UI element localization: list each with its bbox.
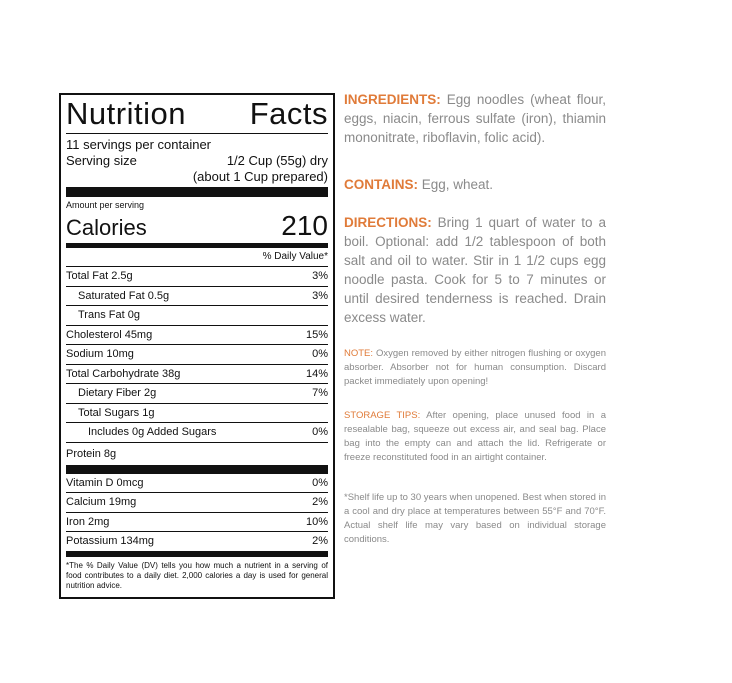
nutrient-label: Total Carbohydrate 38g [66, 367, 181, 380]
daily-value-footnote: *The % Daily Value (DV) tells you how much a nutrient in a serving of food contributes to a daily diet. 2,000 calories a day is used for general nutrition advice. [66, 560, 328, 590]
serving-size-label: Serving size [66, 153, 137, 168]
nutrient-label: Total Sugars 1g [78, 406, 155, 419]
nutrient-dv: 0% [312, 348, 328, 360]
ingredients-text: Egg noodles (wheat flour, eggs, niacin, ferrous sulfate (iron), thiamin mononitrate, riboflavin, folic acid). [344, 92, 606, 145]
nutrient-row-trans-fat [66, 306, 328, 326]
servings-per-container: 11 servings per container [66, 137, 212, 152]
shelf-life-paragraph: *Shelf life up to 30 years when unopened. Best when stored in a cool and dry place at temperatures between 55°F and 70°F. Actual shelf life may vary based on individual storage conditions. [344, 492, 606, 545]
nutrient-row-protein [66, 443, 328, 465]
nutrient-dv: 3% [312, 289, 328, 302]
nutrient-label: Cholesterol 45mg [66, 328, 153, 341]
mineral-row-iron [66, 513, 328, 533]
nutrient-dv: 0% [312, 426, 328, 438]
contains-paragraph [344, 175, 606, 194]
nutrient-dv: 14% [305, 367, 328, 380]
nutrient-label: Total Fat 2.5g [66, 270, 133, 282]
serving-size-dry: 1/2 Cup (55g) dry [226, 153, 328, 168]
mineral-label: Vitamin D 0mcg [66, 476, 144, 489]
nutrient-row-cholesterol [66, 326, 328, 346]
mineral-dv: 2% [312, 496, 328, 508]
thick-divider [66, 187, 328, 197]
thick-divider [66, 465, 328, 474]
directions-paragraph [344, 213, 606, 327]
ingredients-paragraph [344, 90, 606, 147]
nutrient-label: Includes 0g Added Sugars [88, 426, 217, 438]
nutrient-label: Dietary Fiber 2g [78, 387, 157, 399]
nutrient-label: Saturated Fat 0.5g [78, 289, 170, 302]
nutrient-row-total-sugars [66, 404, 328, 424]
medium-divider [66, 552, 328, 557]
mineral-dv: 2% [312, 535, 328, 547]
title-facts: Facts [249, 96, 328, 131]
nutrient-row-sodium [66, 345, 328, 365]
calories-value: 210 [281, 210, 328, 241]
calories-label: Calories [66, 215, 147, 240]
serving-size [66, 153, 328, 185]
directions-text: Bring 1 quart of water to a boil. Optional: add 1/2 tablespoon of both salt and oil to water. Stir in 1 1/2 cups egg noodle pasta. Cook for 5 to 7 minutes or until desired tenderness is reached. Drain excess water. [344, 215, 606, 325]
nutrient-row-added-sugars [66, 423, 328, 443]
directions-heading: DIRECTIONS: [344, 215, 432, 230]
mineral-label: Potassium 134mg [66, 535, 155, 547]
mineral-dv: 0% [312, 476, 328, 489]
nutrient-dv: 15% [305, 328, 328, 341]
product-info [344, 90, 606, 547]
mineral-label: Calcium 19mg [66, 496, 137, 508]
contains-text: Egg, wheat. [418, 177, 494, 192]
daily-value-header: % Daily Value* [66, 248, 328, 267]
nutrition-facts-title [66, 95, 328, 134]
storage-tips-heading: STORAGE TIPS: [344, 410, 421, 421]
mineral-row-calcium [66, 493, 328, 513]
serving-size-value [193, 153, 328, 185]
nutrition-facts-panel [59, 93, 335, 599]
nutrient-row-dietary-fiber [66, 384, 328, 404]
storage-tips-paragraph [344, 409, 606, 465]
nutrient-label: Protein 8g [66, 447, 117, 460]
note-text: Oxygen removed by either nitrogen flushing or oxygen absorber. Absorber not for human consumption. Discard packet immediately upon opening! [344, 348, 606, 387]
calories-row [66, 211, 328, 241]
title-nutrition: Nutrition [66, 96, 186, 131]
amount-per-serving: Amount per serving [66, 200, 145, 210]
contains-heading: CONTAINS: [344, 177, 418, 192]
mineral-dv: 10% [305, 515, 328, 528]
nutrient-row-total-carbohydrate [66, 365, 328, 385]
nutrient-label: Sodium 10mg [66, 348, 134, 360]
nutrient-dv: 7% [312, 387, 328, 399]
note-heading: NOTE: [344, 348, 374, 359]
mineral-label: Iron 2mg [66, 515, 110, 528]
nutrient-row-saturated-fat [66, 287, 328, 307]
storage-tips-text: After opening, place unused food in a resealable bag, squeeze out excess air, and seal bag. Place bag into the empty can and attach the lid. Refrigerate or freeze reconstituted food in an airtight container. [344, 410, 606, 463]
nutrient-dv: 3% [312, 270, 328, 282]
nutrient-row-total-fat [66, 267, 328, 287]
note-paragraph [344, 347, 606, 389]
nutrient-label: Trans Fat 0g [78, 309, 140, 321]
ingredients-heading: INGREDIENTS: [344, 92, 441, 107]
mineral-row-vitamin-d [66, 474, 328, 494]
mineral-row-potassium [66, 532, 328, 552]
serving-size-prepared: (about 1 Cup prepared) [192, 169, 328, 184]
